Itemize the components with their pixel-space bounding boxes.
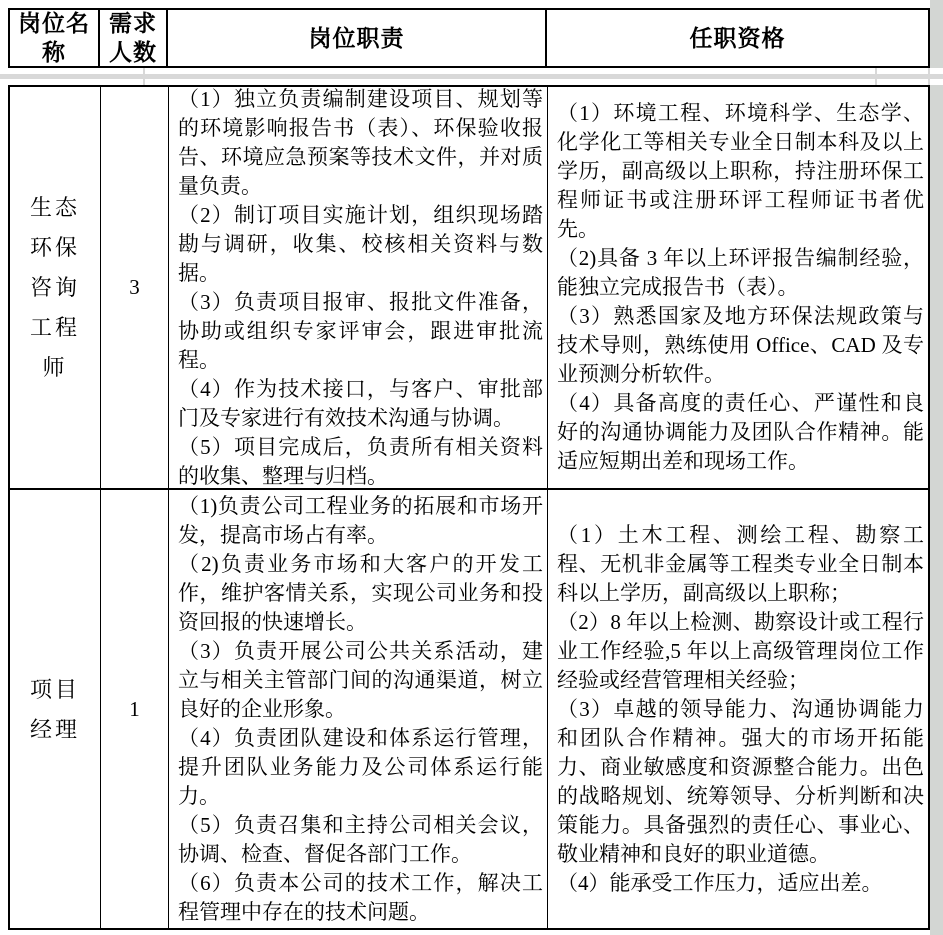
position-name-cell: 生态环保咨询工程师 xyxy=(10,87,101,488)
table-row-project-manager xyxy=(10,490,928,929)
duties-cell xyxy=(169,490,548,929)
position-name-cell: 项目经理 xyxy=(10,490,101,929)
duty-item: （2）制订项目实施计划，组织现场踏勘与调研，收集、校核相关资料与数据。 xyxy=(178,202,543,285)
table-body xyxy=(8,85,930,930)
duty-item: （1）独立负责编制建设项目、规划等的环境影响报告书（表）、环保验收报告、环境应急预案等技术文件，并对质量负责。 xyxy=(178,86,543,198)
qualification-item: （2)具备 3 年以上环评报告编制经验，能独立完成报告书（表）。 xyxy=(557,246,924,299)
qualification-item: （3）卓越的领导能力、沟通协调能力和团队合作精神。强大的市场开拓能力、商业敏感度和资源整合能力。出色的战略规划、统筹领导、分析判断和决策能力。具备强烈的责任心、事业心、敬业精神和良好的职业道德。 xyxy=(557,697,924,866)
qualification-item: （1）土木工程、测绘工程、勘察工程、无机非金属等工程类专业全日制本科以上学历，副高级以上职称； xyxy=(557,523,924,605)
duty-item: （3）负责开展公司公共关系活动，建立与相关主管部门间的沟通渠道，树立良好的企业形象。 xyxy=(178,639,543,721)
duty-item: （6）负责本公司的技术工作，解决工程管理中存在的技术问题。 xyxy=(178,871,543,924)
qualification-item: （1）环境工程、环境科学、生态学、化学化工等相关专业全日制本科及以上学历，副高级以上职称，持注册环保工程师证书或注册环评工程师证书者优先。 xyxy=(557,101,924,241)
headcount-cell: 3 xyxy=(101,87,169,488)
duty-item: （5）负责召集和主持公司相关会议，协调、检查、督促各部门工作。 xyxy=(178,813,543,866)
qualification-item: （4）具备高度的责任心、严谨性和良好的沟通协调能力及团队合作精神。能适应短期出差和现场工作。 xyxy=(557,391,924,473)
table-row-eco-engineer xyxy=(10,87,928,490)
header-headcount: 需求人数 xyxy=(100,10,168,66)
qualifications-cell xyxy=(548,87,928,488)
qualification-item: （4）能承受工作压力，适应出差。 xyxy=(557,871,883,895)
qualification-item: （2）8 年以上检测、勘察设计或工程行业工作经验,5 年以上高级管理岗位工作经验或经营管理相关经验； xyxy=(557,610,924,692)
qualification-item: （3）熟悉国家及地方环保法规政策与技术导则，熟练使用 Office、CAD 及专业预测分析软件。 xyxy=(557,304,924,386)
page-break-gap xyxy=(0,68,943,85)
header-position-name: 岗位名称 xyxy=(10,10,100,66)
gap-gridline xyxy=(875,68,877,85)
page-right-gutter xyxy=(930,0,943,935)
header-qualifications: 任职资格 xyxy=(689,25,786,51)
duty-item: （2)负责业务市场和大客户的开发工作，维护客情关系，实现公司业务和投资回报的快速增长。 xyxy=(178,552,543,634)
page-break-stripe xyxy=(0,74,943,79)
qualifications-cell xyxy=(548,490,928,929)
duties-cell xyxy=(169,87,548,488)
gap-gridline xyxy=(928,68,930,85)
table-header-row xyxy=(8,8,930,68)
duty-item: （4）作为技术接口，与客户、审批部门及专家进行有效技术沟通与协调。 xyxy=(178,376,543,430)
duty-item: （4）负责团队建设和体系运行管理，提升团队业务能力及公司体系运行能力。 xyxy=(178,726,543,808)
duty-item: （1)负责公司工程业务的拓展和市场开发，提高市场占有率。 xyxy=(178,494,543,547)
gap-gridline xyxy=(143,68,145,85)
duty-item: （3）负责项目报审、报批文件准备，协助或组织专家评审会，跟进审批流程。 xyxy=(178,289,543,372)
header-duties: 岗位职责 xyxy=(168,10,547,66)
headcount-cell: 1 xyxy=(101,490,169,929)
duty-item: （5）项目完成后，负责所有相关资料的收集、整理与归档。 xyxy=(178,434,543,488)
